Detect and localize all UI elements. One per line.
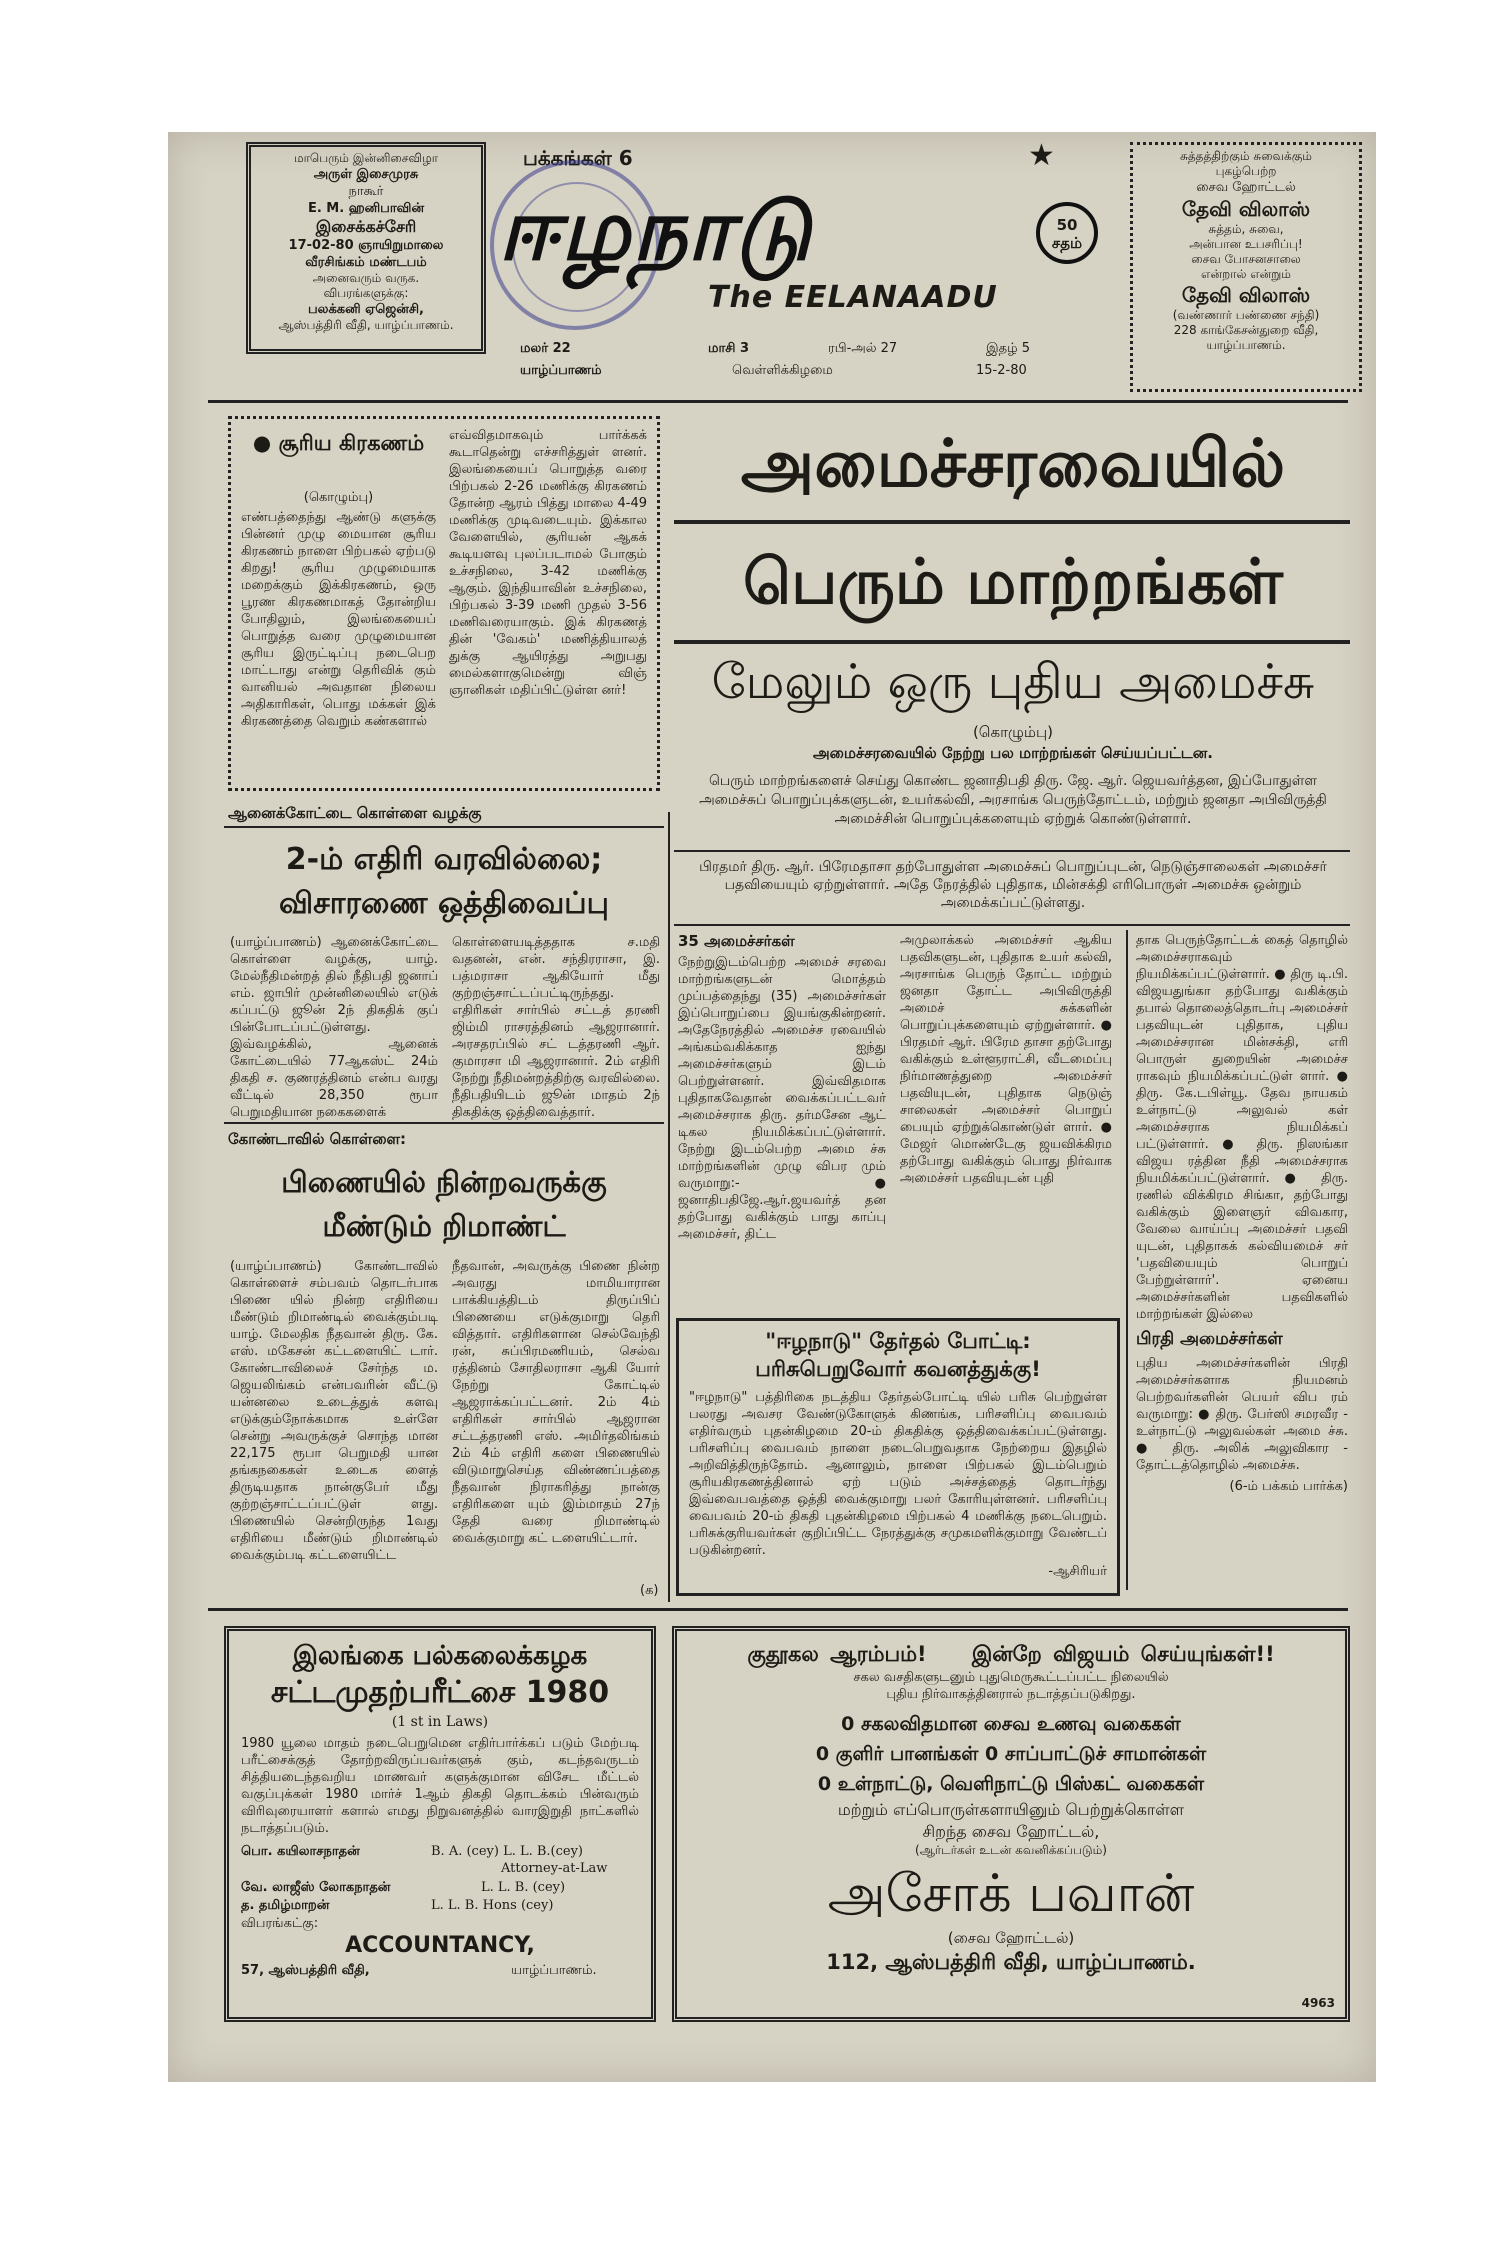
ad-line: விபரங்களுக்கு: [323, 286, 409, 300]
contest-notice-box [676, 1318, 1120, 1596]
ashok-item: 0 சகலவிதமான சைவ உணவு வகைகள் [841, 1713, 1181, 1735]
law-ad-text: 1980 யூலை மாதம் நடைபெறுமென எதிர்பார்க்கப் படும் மேற்படி பரீட்சைக்குத் தோற்றவிருப்பவர்களுக் கும், கடந்தவருடம் சித்தியடைந்தவறிய மாணவர் களுக்குமான விசேட மீட்டல் வகுப்புக்கள் 1980 மார்ச் 1ஆம் திகதி தொடக்கம் பின்வரும் விரிவுரையாளர் களால் எமது நிறுவனத்தில் வாரஇறுதி நாட்களில் நடாத்தப்படும். [241, 1736, 639, 1836]
ministers-column-a [678, 954, 886, 1247]
masthead-date-tamil: ரபி-அல் 27 [828, 341, 898, 356]
court1-kicker: ஆனைக்கோட்டை கொள்ளை வழக்கு [228, 804, 482, 822]
ad-line: E. M. ஹனிபாவின் [307, 201, 425, 216]
eclipse-column-2 [449, 427, 647, 703]
section-rule [224, 1122, 664, 1124]
ashok-type: (சைவ ஹோட்டல்) [947, 1929, 1075, 1947]
newspaper-page [168, 132, 1376, 2082]
masthead-malar: மலர் 22 [520, 341, 571, 356]
law-ad-title1: இலங்கை பல்கலைக்கழக [292, 1641, 588, 1671]
ad-line: அருள் இசைமுரசு [313, 167, 419, 182]
ashok-line3: மற்றும் எப்பொருள்களாயினும் பெற்றுக்கொள்ள [837, 1800, 1185, 1819]
ministers-count-title: 35 அமைச்சர்கள் [678, 932, 795, 950]
deputy-title: பிரதி அமைச்சர்கள் [1136, 1329, 1283, 1349]
ministers-column-c [1136, 932, 1348, 1495]
ad-line: மாபெரும் இன்னிசைவிழா [293, 151, 439, 165]
masthead-date: 15-2-80 [976, 363, 1027, 378]
pm-rule [674, 924, 1350, 926]
ashok-line5: (ஆர்டர்கள் உடன் கவனிக்கப்படும்) [915, 1843, 1107, 1857]
kicker-rule [224, 826, 664, 828]
lecturer-name: த. தமிழ்மாறன் [241, 1898, 330, 1913]
main-headline-line1: அமைச்சரவையில் [740, 424, 1286, 502]
intro-rule [674, 850, 1350, 852]
ad-line: சைவ போசனசாலை [1191, 252, 1301, 266]
contest-title1: "ஈழநாடு" தேர்தல் போட்டி: [765, 1329, 1031, 1353]
law-ad-title2: சட்டமுதற்பரீட்சை 1980 [270, 1675, 610, 1710]
headline-lead: அமைச்சரவையில் நேற்று பல மாற்றங்கள் செய்யப்பட்டன. [813, 744, 1213, 762]
ashok-item: 0 உள்நாட்டு, வெளிநாட்டு பிஸ்கட் வகைகள் [817, 1773, 1205, 1795]
lecturer-list [241, 1843, 639, 1915]
ad-reference-number: 4963 [1301, 1996, 1335, 2010]
ad-line: (வண்ணார் பண்ணை சந்தி) [1172, 308, 1320, 322]
court1-text: (யாழ்ப்பாணம்) ஆனைக்கோட்டை கொள்ளை வழக்கு, யாழ். மேல்நீதிமன்றத் தில் நீதிபதி ஜனாப் எம். ஜாபிர் முன்னிலையில் எடுக் கப்பட்டு ஜூன் 2ந் திகதிக் குப் பின்போடப்பட்டுள்ளது. இவ்வழக்கில், ஆனைக் கோட்டையில் 77ஆகஸ்ட் 24ம் திகதி ச. குணரத்தினம் என்ப வரது வீட்டில் 28,350 ரூபா பெறுமதியான நகைகளைக் [230, 935, 438, 1120]
court2-title1: பிணையில் நின்றவருக்கு [281, 1165, 607, 1199]
headline-rule [674, 640, 1350, 644]
ad-line: நாகூர் [348, 184, 384, 199]
eclipse-text: எவ்விதமாகவும் பார்க்கக் கூடாதென்று எச்சரித்துள் ளனர். இலங்கையைப் பொறுத்த வரை பிற்பகல் 2-26 மணிக்கு கிரகணம் தோன்ற ஆரம் பித்து மாலை 4-49 மணிக்கு முடிவடையும். இக்கால வேளையில், சூரியன் ஆகக் கூடியளவு புலப்படாமல் போகும் உச்சநிலை, 3-42 மணிக்கு ஆகும். இந்தியாவின் உச்சநிலை, பிற்பகல் 3-39 மணி முதல் 3-56 மணிவரையாகும். இக் கிரகணத் தின் 'வேகம்' மணித்தியாலத் துக்கு ஆயிரத்து அறுபது மைல்களாகுமென்று விஞ் ஞானிகள் மதிப்பிட்டுள்ள னர்! [449, 428, 647, 698]
masthead-issue: இதழ் 5 [986, 341, 1030, 356]
ad-line: 228 காங்கேசன்துறை வீதி, [1173, 323, 1319, 337]
column-divider [1126, 930, 1128, 1590]
law-ad-subtitle: (1 st in Laws) [391, 1714, 489, 1730]
ministers-text: அமுலாக்கல் அமைச்சர் ஆகிய பதவிகளுடன், புதிதாக உயர் கல்வி, அரசாங்க பெருந் தோட்ட மற்றும் ஜனதா தோட்ட அபிவிருத்தி அமைச் சுக்களின் பொறுப்புக்களையும் ஏற்றுள்ளார். ● பிரதமர் ஆர். பிரேம தாசா தற்போது வகிக்கும் உள்ளூராட்சி, வீடமைப்பு நிர்மாணத்துறை அமைச்சர் பதவியுடன், புதிதாக நெடுஞ் சாலைகள் அமைச்சர் பொறுப் பையும் ஏற்றுக்கொண்டுள் ளார். ● மேஜர் மொண்டேகு ஜயவிக்கிரம தற்போது வகிக்கும் பொது நிர்வாக அமைச்சர் பதவியுடன் புதி [900, 933, 1112, 1186]
pm-text: பிரதமர் திரு. ஆர். பிரேமதாசா தற்போதுள்ள அமைச்சுப் பொறுப்புடன், நெடுஞ்சாலைகள் அமைச்சர் பதவியையும் ஏற்றுள்ளார். அதே நேரத்தில் புதிதாக, மின்சக்தி எரிபொருள் அமைச்சு ஒன்றும் அமைக்கப்பட்டுள்ளது. [699, 859, 1327, 911]
ad-line: புகழ்பெற்ற [1215, 164, 1277, 178]
ad-line: 17-02-80 ஞாயிறுமாலை [288, 238, 444, 253]
ad-ashok-bhavan-box [672, 1626, 1350, 2022]
deputy-text: புதிய அமைச்சர்களின் பிரதி அமைச்சர்களாக நியமனம் பெற்றவர்களின் பெயர் விப ரம் வருமாறு: ● திரு. பேர்ஸி சமரவீர - உள்நாட்டு அலுவல்கள் அமை ச்சு. ● திரு. அலிக் அலுவிகார - தோட்டத்தொழில் அமைச்சு. [1136, 1356, 1348, 1473]
ad-line: என்றால் என்றும் [1201, 267, 1291, 281]
ministers-text: தாக பெருந்தோட்டக் கைத் தொழில் அமைச்சராகவும் நியமிக்கப்பட்டுள்ளார். ● திரு டி.பி. விஜயதுங்கா தற்போது வகிக்கும் தபால் தொலைத்தொடர்பு அமைச்சர் பதவியுடன் புதிதாக, புதிய அமைச்சரான மின்சக்தி, எரி பொருள் துறையின் அமைச்ச ராகவும் நியமிக்கப்பட்டுள் ளார். ● திரு. கே.டபிள்யூ. தேவ நாயகம் உள்நாட்டு அலுவல் கள் அமைச்சராக நியமிக்கப் பட்டுள்ளார். ● திரு. நிஸங்கா விஜய ரத்தின நீதி அமைச்சராக நியமிக்கப்பட்டுள்ளார். ● திரு. ரணில் விக்கிரம சிங்கா, தற்போது வகிக்கும் இளைஞர் விவகார, வேலை வாய்ப்பு அமைச்சர் பதவி யுடன், புதிதாகக் கல்வியமைச் சர் 'பதவியையும் பொறுப் பேற்றுள்ளார்'. ஏனைய அமைச்சர்களின் பதவிகளில் மாற்றங்கள் இல்லை [1136, 933, 1348, 1322]
ashok-line1: சகல வசதிகளுடனும் புதுமெருகூட்டப்பட்ட நிலையில் [853, 1670, 1169, 1685]
main-headline-line3: மேலும் ஒரு புதிய அமைச்சு [711, 654, 1315, 710]
ashok-line2: புதிய நிர்வாகத்தினரால் நடாத்தப்படுகிறது. [886, 1687, 1136, 1702]
court2-column-1 [230, 1258, 438, 1568]
contest-title2: பரிசுபெறுவோர் கவனத்துக்கு! [755, 1357, 1041, 1381]
eclipse-column-1 [241, 509, 436, 734]
masthead-logo-english: The EELANAADU [708, 280, 998, 315]
ad-devi-vilas-box [1130, 142, 1362, 392]
ashok-item: 0 குளிர் பானங்கள் 0 சாப்பாட்டுச் சாமான்கள் [815, 1743, 1207, 1765]
court2-title2: மீண்டும் றிமாண்ட் [322, 1209, 566, 1243]
eclipse-news-box [228, 416, 660, 791]
law-ad-city: யாழ்ப்பாணம். [511, 1963, 597, 1978]
ministers-column-b [900, 932, 1112, 1191]
star-icon: ★ [1028, 138, 1055, 173]
ashok-address: 112, ஆஸ்பத்திரி வீதி, யாழ்ப்பாணம். [826, 1950, 1196, 1974]
ad-line: தேவி விலாஸ் [1181, 283, 1311, 307]
eclipse-text: எண்பத்தைந்து ஆண்டு களுக்கு பின்னர் முழு மையான சூரிய கிரகணம் நாளை பிற்பகல் ஏற்படு கிறது! சூரிய முழுமையாக மறைக்கும் இக்கிரகணம், ஒரு பூரண கிரகணமாகத் தோன்றிய போதிலும், இலங்கையைப் பொறுத்த வரை முழுமையான சூரிய இருட்டிப்பு நடைபெற மாட்டாது என்று தெரிவிக் கும் வானியல் அவதான நிலைய அதிகாரிகள், பொது மக்கள் இக் கிரகணத்தை வெறும் கண்களால் [241, 510, 436, 729]
lecturer-extra: Attorney-at-Law [501, 1861, 608, 1876]
price-badge: 50 சதம் [1036, 202, 1098, 264]
lecturer-name: பொ. கயிலாசநாதன் [241, 1844, 360, 1859]
intro-text: பெரும் மாற்றங்களைச் செய்து கொண்ட ஜனாதிபதி திரு. ஜே. ஆர். ஜெயவர்த்தன, இப்போதுள்ள அமைச்சுப் பொறுப்புக்களுடன், உயர்கல்வி, அரசாங்க பெருந்தோட்டம், மற்றும் ஜனதா அபிவிருத்தி அமைச்சின் பொறுப்புக்களையும் ஏற்றுக் கொண்டுள்ளார். [699, 773, 1327, 827]
ashok-bhavan-name: அசோக் பவான் [827, 1864, 1195, 1924]
court1-title1: 2-ம் எதிரி வரவில்லை; [285, 842, 603, 877]
masthead-rule [208, 400, 1348, 403]
ministers-text: நேற்றுஇடம்பெற்ற அமைச் சரவை மாற்றங்களுடன் மொத்தம் முப்பத்தைந்து (35) அமைச்சர்கள் இப்பொறுப்பை இயங்குகின்றனர். அதேநேரத்தில் அமைச்ச ரவையில் அங்கம்வகிக்காத ஐந்து அமைச்சர்களும் இடம் பெற்றுள்ளனர். இவ்விதமாக புதிதாகவேதான் வைக்கப்பட்டவர் அமைச்சராக திரு. தர்மசேன ஆட் டிகல நியமிக்கப்பட்டுள்ளார். நேற்று இடம்பெற்ற அமை ச்சு மாற்றங்களின் முழு விபர மும் வருமாறு:- ● ஜனாதிபதிஜே.ஆர்.ஜயவர்த் தன தற்போது வகிக்கும் பாது காப்பு அமைச்சர், திட்ட [678, 955, 886, 1242]
masthead-place: யாழ்ப்பாணம் [520, 363, 602, 378]
ad-line: ஆஸ்பத்திரி வீதி, யாழ்ப்பாணம். [278, 318, 454, 332]
masthead-logo: ஈழநாடு [498, 179, 813, 280]
court1-title2: விசாரணை ஒத்திவைப்பு [279, 886, 609, 921]
law-ad-address: 57, ஆஸ்பத்திரி வீதி, [241, 1963, 370, 1978]
court2-signature: (க) [640, 1583, 659, 1598]
masthead-weekday: வெள்ளிக்கிழமை [732, 363, 833, 378]
court1-text: கொள்ளையடித்ததாக ச.மதி வதனன், என். சந்திரராசா, இ. பத்மராசா ஆகியோர் மீது குற்றஞ்சாட்டப்பட்டிருந்தது. எதிரிகள் சார்பில் சட்டத் தரணி ஜிம்மி ராசரத்தினம் ஆஜரானார். அரசதரப்பில் சட் டத்தரணி ஆர். குமாரசா மி ஆஜரானார். 2ம் எதிரி நேற்று நீதிமன்றத்திற்கு வரவில்லை. நீதிபதியிடம் ஜூன் மாதம் 2ந் திகதிக்கு ஒத்திவைத்தார். [452, 935, 660, 1120]
ashok-top1: குதூகல ஆரம்பம்! [747, 1642, 927, 1666]
ad-line: தேவி விலாஸ் [1181, 197, 1311, 221]
continued-note: (6-ம் பக்கம் பார்க்க) [1229, 1479, 1348, 1494]
ad-law-exam-box [224, 1626, 656, 2022]
law-ad-contact: விபரங்கட்கு: [241, 1916, 319, 1931]
accountancy-brand: ACCOUNTANCY, [345, 1933, 535, 1958]
court2-kicker: கோண்டாவில் கொள்ளை: [228, 1130, 407, 1148]
ad-concert-box [246, 142, 486, 354]
court2-column-2 [452, 1258, 660, 1551]
headline-rule [674, 520, 1350, 524]
contest-text: "ஈழநாடு" பத்திரிகை நடத்திய தேர்தல்போட்டி யில் பரிசு பெற்றுள்ள பலரது அவசர வேண்டுகோளுக் கிணங்க, பரிசளிப்பு வைபவம் எதிர்வரும் புதன்கிழமை 20-ம் திகதிக்கு ஒத்திவைக்கப்பட்டுள்ளது. பரிசளிப்பு வைபவம் நாளை நடைபெறுவதாக நேற்றைய இதழில் அறிவித்திருந்தோம். ஆனாலும், நாளை பிற்பகல் இடம்பெறும் சூரியகிரகணத்தினால் ஏற் படும் அச்சத்தைத் தொடர்ந்து இவ்வைபவத்தை ஒத்தி வைக்குமாறு பலர் கோரியுள்ளனர். பரிசளிப்பு வைபவம் 20-ம் திகதி புதன்கிழமை பிற்பகல் 4 மணிக்கு நடைபெறும். பரிசுக்குரியவர்கள் குறிப்பிட்ட நேரத்துக்கு சமுகமளிக்குமாறு வேண்டப் படுகின்றனர். [689, 1390, 1107, 1558]
ad-line: அன்பான உபசரிப்பு! [1189, 237, 1303, 251]
court1-column-2 [452, 934, 660, 1125]
page-count: பக்கங்கள் 6 [523, 146, 633, 170]
ad-line: சுத்தம், சுவை, [1208, 222, 1284, 236]
masthead-masi: மாசி 3 [708, 341, 750, 356]
ad-line: அனைவரும் வருக. [312, 271, 420, 285]
court2-text: (யாழ்ப்பாணம்) கோண்டாவில் கொள்ளைச் சம்பவம் தொடர்பாக பிணை யில் நின்ற எதிரியை மீண்டும் றிமாண்டில் வைக்கும்படி யாழ். மேலதிக நீதவான் திரு. கே. எஸ். மகேசன் கட்டளையிட் டார். கோண்டாவிலைச் சேர்ந்த ம. ஜெயலிங்கம் என்பவரின் வீட்டு யன்னலை உடைத்துக் களவு எடுக்கும்நோக்கமாக உள்ளே சென்று அவருக்குச் சொந்த மான 22,175 ரூபா பெறுமதி யான தங்கநகைகள் உடைக ளைத் திருடியதாக நான்குபேர் மீது குற்றஞ்சாட்டப்பட்டுள் ளது. பிணையில் சென்றிருந்த 1வது எதிரியை மீண்டும் றிமாண்டில் வைக்கும்படி கட்டளையிட்ட [230, 1259, 438, 1563]
ad-line: சுத்தத்திற்கும் சுவைக்கும் [1180, 149, 1312, 163]
eclipse-title: ● சூரிய கிரகணம் [252, 431, 425, 455]
ad-line: பலக்கனி ஏஜென்சி, [308, 302, 424, 317]
lecturer-name: வே. லாஜீஸ் லோகநாதன் [241, 1880, 391, 1895]
ashok-top-line [689, 1639, 1333, 1669]
lecturer-qualification: L. L. B. Hons (cey) [431, 1898, 554, 1913]
main-headline-line2: பெரும் மாற்றங்கள் [743, 545, 1283, 618]
section-rule [208, 1608, 1348, 1611]
court1-column-1 [230, 934, 438, 1125]
ad-line: சைவ ஹோட்டல் [1196, 180, 1296, 195]
lecturer-qualification: B. A. (cey) L. L. B.(cey) [431, 1844, 584, 1859]
column-divider [668, 812, 670, 1602]
ad-line: வீரசிங்கம் மண்டபம் [305, 255, 427, 270]
eclipse-dateline: (கொழும்பு) [303, 490, 374, 505]
contest-signature: -ஆசிரியர் [1048, 1564, 1107, 1579]
headline-dateline: (கொழும்பு) [972, 723, 1054, 741]
ashok-line4: சிறந்த சைவ ஹோட்டல், [922, 1822, 1100, 1841]
headline-pm [678, 858, 1348, 916]
lecturer-qualification: L. L. B. (cey) [481, 1880, 566, 1895]
court2-text: நீதவான், அவருக்கு பிணை நின்ற அவரது மாமியாரான பாக்கியத்திடம் திருப்பிப் பிணையை எடுக்குமாறு தெரி வித்தார். எதிரிகளான செல்வேந்தி ரன், சுப்பிரமணியம், செல்வ ரத்தினம் சோதிலராசா ஆகி யோர் நேற்று கோட்டில் ஆஜராக்கப்பட்டனர். 2ம் 4ம் எதிரிகள் சார்பில் ஆஜரான சட்டத்தரணி எஸ். அமிர்தலிங்கம் 2ம் 4ம் எதிரி களை பிணையில் விடுமாறுசெய்த விண்ணப்பத்தை நீதவான் நிராகரித்து நான்கு எதிரிகளை யும் இம்மாதம் 27ந் தேதி வரை றிமாண்டில் வைக்குமாறு கட் டளையிட்டார். [452, 1259, 660, 1546]
ad-line: யாழ்ப்பாணம். [1206, 338, 1286, 352]
headline-intro [678, 772, 1348, 833]
ashok-top2: இன்றே விஜயம் செய்யுங்கள்!! [971, 1642, 1275, 1666]
ad-line: இசைக்கச்சேரி [315, 217, 417, 236]
